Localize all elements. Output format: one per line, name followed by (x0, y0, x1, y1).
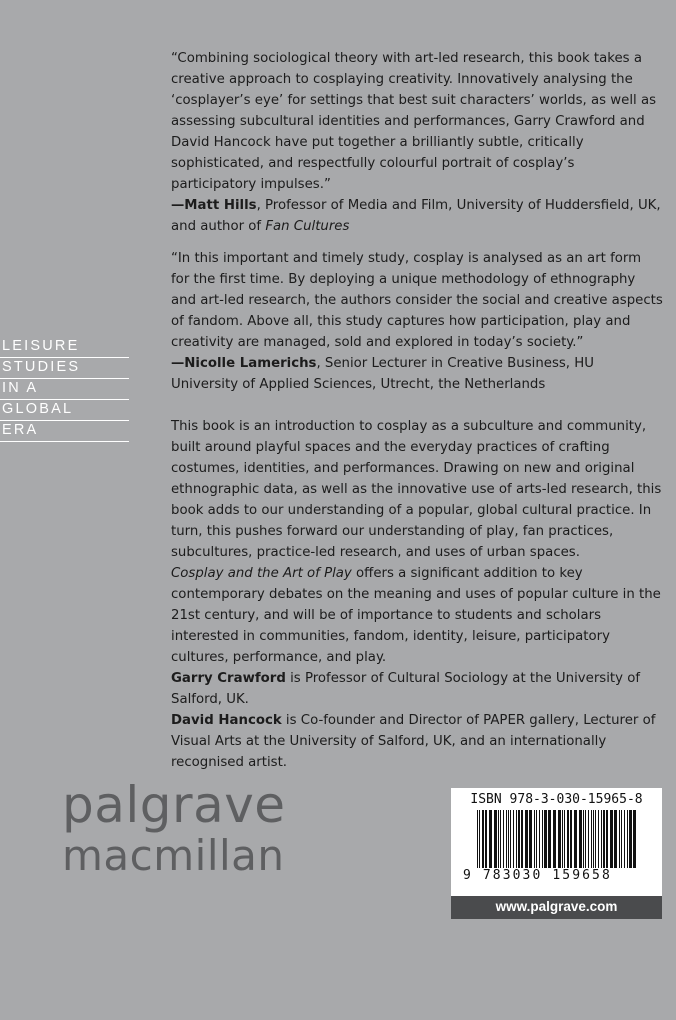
barcode-bar (570, 810, 572, 868)
barcode-bar (558, 810, 561, 868)
barcode-bar (539, 810, 540, 868)
barcode-bars (477, 810, 637, 868)
endorsement (171, 48, 663, 237)
barcode-bar (621, 810, 622, 868)
barcode-bar (534, 810, 535, 868)
endorsement (171, 248, 663, 395)
publisher-logo-line: macmillan (62, 831, 285, 880)
endorser-name: —Nicolle Lamerichs (171, 356, 317, 371)
barcode-bar (619, 810, 620, 868)
publisher-logo (62, 776, 286, 878)
series-line: LEISURE (0, 337, 129, 358)
barcode-bar (498, 810, 499, 868)
barcode-bar (562, 810, 563, 868)
barcode-digits: 9 783030 159658 (463, 868, 612, 883)
description-paragraph (171, 563, 663, 668)
isbn-label: ISBN 978-3-030-15965-8 (470, 792, 643, 807)
barcode-bar (542, 810, 543, 868)
author-bio (171, 710, 663, 773)
barcode-bar (606, 810, 608, 868)
series-label (0, 337, 129, 442)
barcode-bar (521, 810, 523, 868)
endorser-work: Fan Cultures (265, 219, 350, 234)
barcode-bar (479, 810, 480, 868)
barcode-bar (633, 810, 636, 868)
barcode-bar (536, 810, 537, 868)
barcode-bar (544, 810, 547, 868)
barcode-bar (482, 810, 484, 868)
barcode-bar (510, 810, 511, 868)
barcode-bar (518, 810, 520, 868)
barcode-bar (485, 810, 487, 868)
endorsement-quote: “Combining sociological theory with art-led research, this book takes a creative approach to cosplaying creativity. Innovatively analysing the ‘cosplayer’s eye’ for settings that best suit characters’ worlds, as well as assessing subcultural identities and performances, Garry Crawford and David Hancock have put together a brilliantly subtle, critically sophisticated, and respectfully colourful portrait of cosplay’s participatory impulses.” (171, 51, 657, 192)
barcode-bar (574, 810, 577, 868)
barcode-bar (591, 810, 592, 868)
author-name: David Hancock (171, 713, 282, 728)
barcode-bar (629, 810, 632, 868)
publisher-logo-line: palgrave (62, 776, 286, 834)
barcode-bar (500, 810, 501, 868)
endorser-name: —Matt Hills (171, 198, 257, 213)
barcode-bar (489, 810, 492, 868)
barcode-bar (579, 810, 582, 868)
barcode-bar (516, 810, 517, 868)
author-bio-text: is Professor of Cultural Sociology at the University of Salford, UK. (171, 671, 641, 707)
endorsement-attribution (171, 353, 663, 395)
author-bio-text: is Co-founder and Director of PAPER gallery, Lecturer of Visual Arts at the University of Salford, UK, and an internationally recognised artist. (171, 713, 656, 770)
barcode-bar (529, 810, 532, 868)
barcode-bar (525, 810, 528, 868)
barcode-bar (503, 810, 504, 868)
barcode-bar (593, 810, 594, 868)
barcode-bar (598, 810, 599, 868)
barcode-bar (595, 810, 596, 868)
author-name: Garry Crawford (171, 671, 286, 686)
description-paragraph: This book is an introduction to cosplay as a subculture and community, built around playful spaces and the everyday practices of crafting costumes, identities, and performances. Drawing on new and original ethnographic data, as well as the innovative use of arts-led research, this book adds to our understanding of a popular, global cultural practice. In turn, this pushes forward our understanding of play, fan practices, subcultures, practice-led research, and uses of urban spaces. (171, 419, 662, 560)
series-line: STUDIES (0, 358, 129, 379)
description-text: offers a significant addition to key contemporary debates on the meaning and uses of popular culture in the 21st century, and will be of importance to students and scholars interested in communities, fandom, identity, leisure, participatory cultures, performance, and play. (171, 566, 661, 665)
endorser-role: , Professor of Media and Film, University of Huddersfield, UK, and author of (171, 198, 661, 234)
barcode-bar (508, 810, 509, 868)
barcode-bar (583, 810, 584, 868)
endorser-role: , Senior Lecturer in Creative Business, HU University of Applied Sciences, Utrecht, the Netherlands (171, 356, 594, 392)
barcode-bar (553, 810, 556, 868)
endorsement-quote: “In this important and timely study, cosplay is analysed as an art form for the first time. By deploying a unique methodology of ethnography and art-led research, the authors consider the social and creative aspects of fandom. Above all, this study captures how participation, play and creativity are managed, sold and explored in today’s society.” (171, 251, 663, 350)
book-title: Cosplay and the Art of Play (171, 566, 352, 581)
series-line: ERA (0, 421, 129, 442)
publisher-url: www.palgrave.com (451, 896, 662, 919)
barcode-bar (567, 810, 569, 868)
author-bio (171, 668, 663, 710)
barcode-bar (477, 810, 478, 868)
series-line: IN A (0, 379, 129, 400)
barcode-bar (513, 810, 514, 868)
barcode-bar (564, 810, 565, 868)
series-line: GLOBAL (0, 400, 129, 421)
barcode-bar (614, 810, 617, 868)
barcode-bar (548, 810, 551, 868)
barcode-bar (585, 810, 586, 868)
barcode-bar (624, 810, 625, 868)
text-column (171, 48, 663, 773)
barcode-bar (627, 810, 628, 868)
barcode-bar (601, 810, 602, 868)
barcode (451, 788, 662, 896)
barcode-bar (506, 810, 507, 868)
endorsement-attribution (171, 195, 663, 237)
barcode-bar (588, 810, 589, 868)
barcode-bar (610, 810, 613, 868)
barcode-bar (603, 810, 605, 868)
barcode-bar (494, 810, 497, 868)
